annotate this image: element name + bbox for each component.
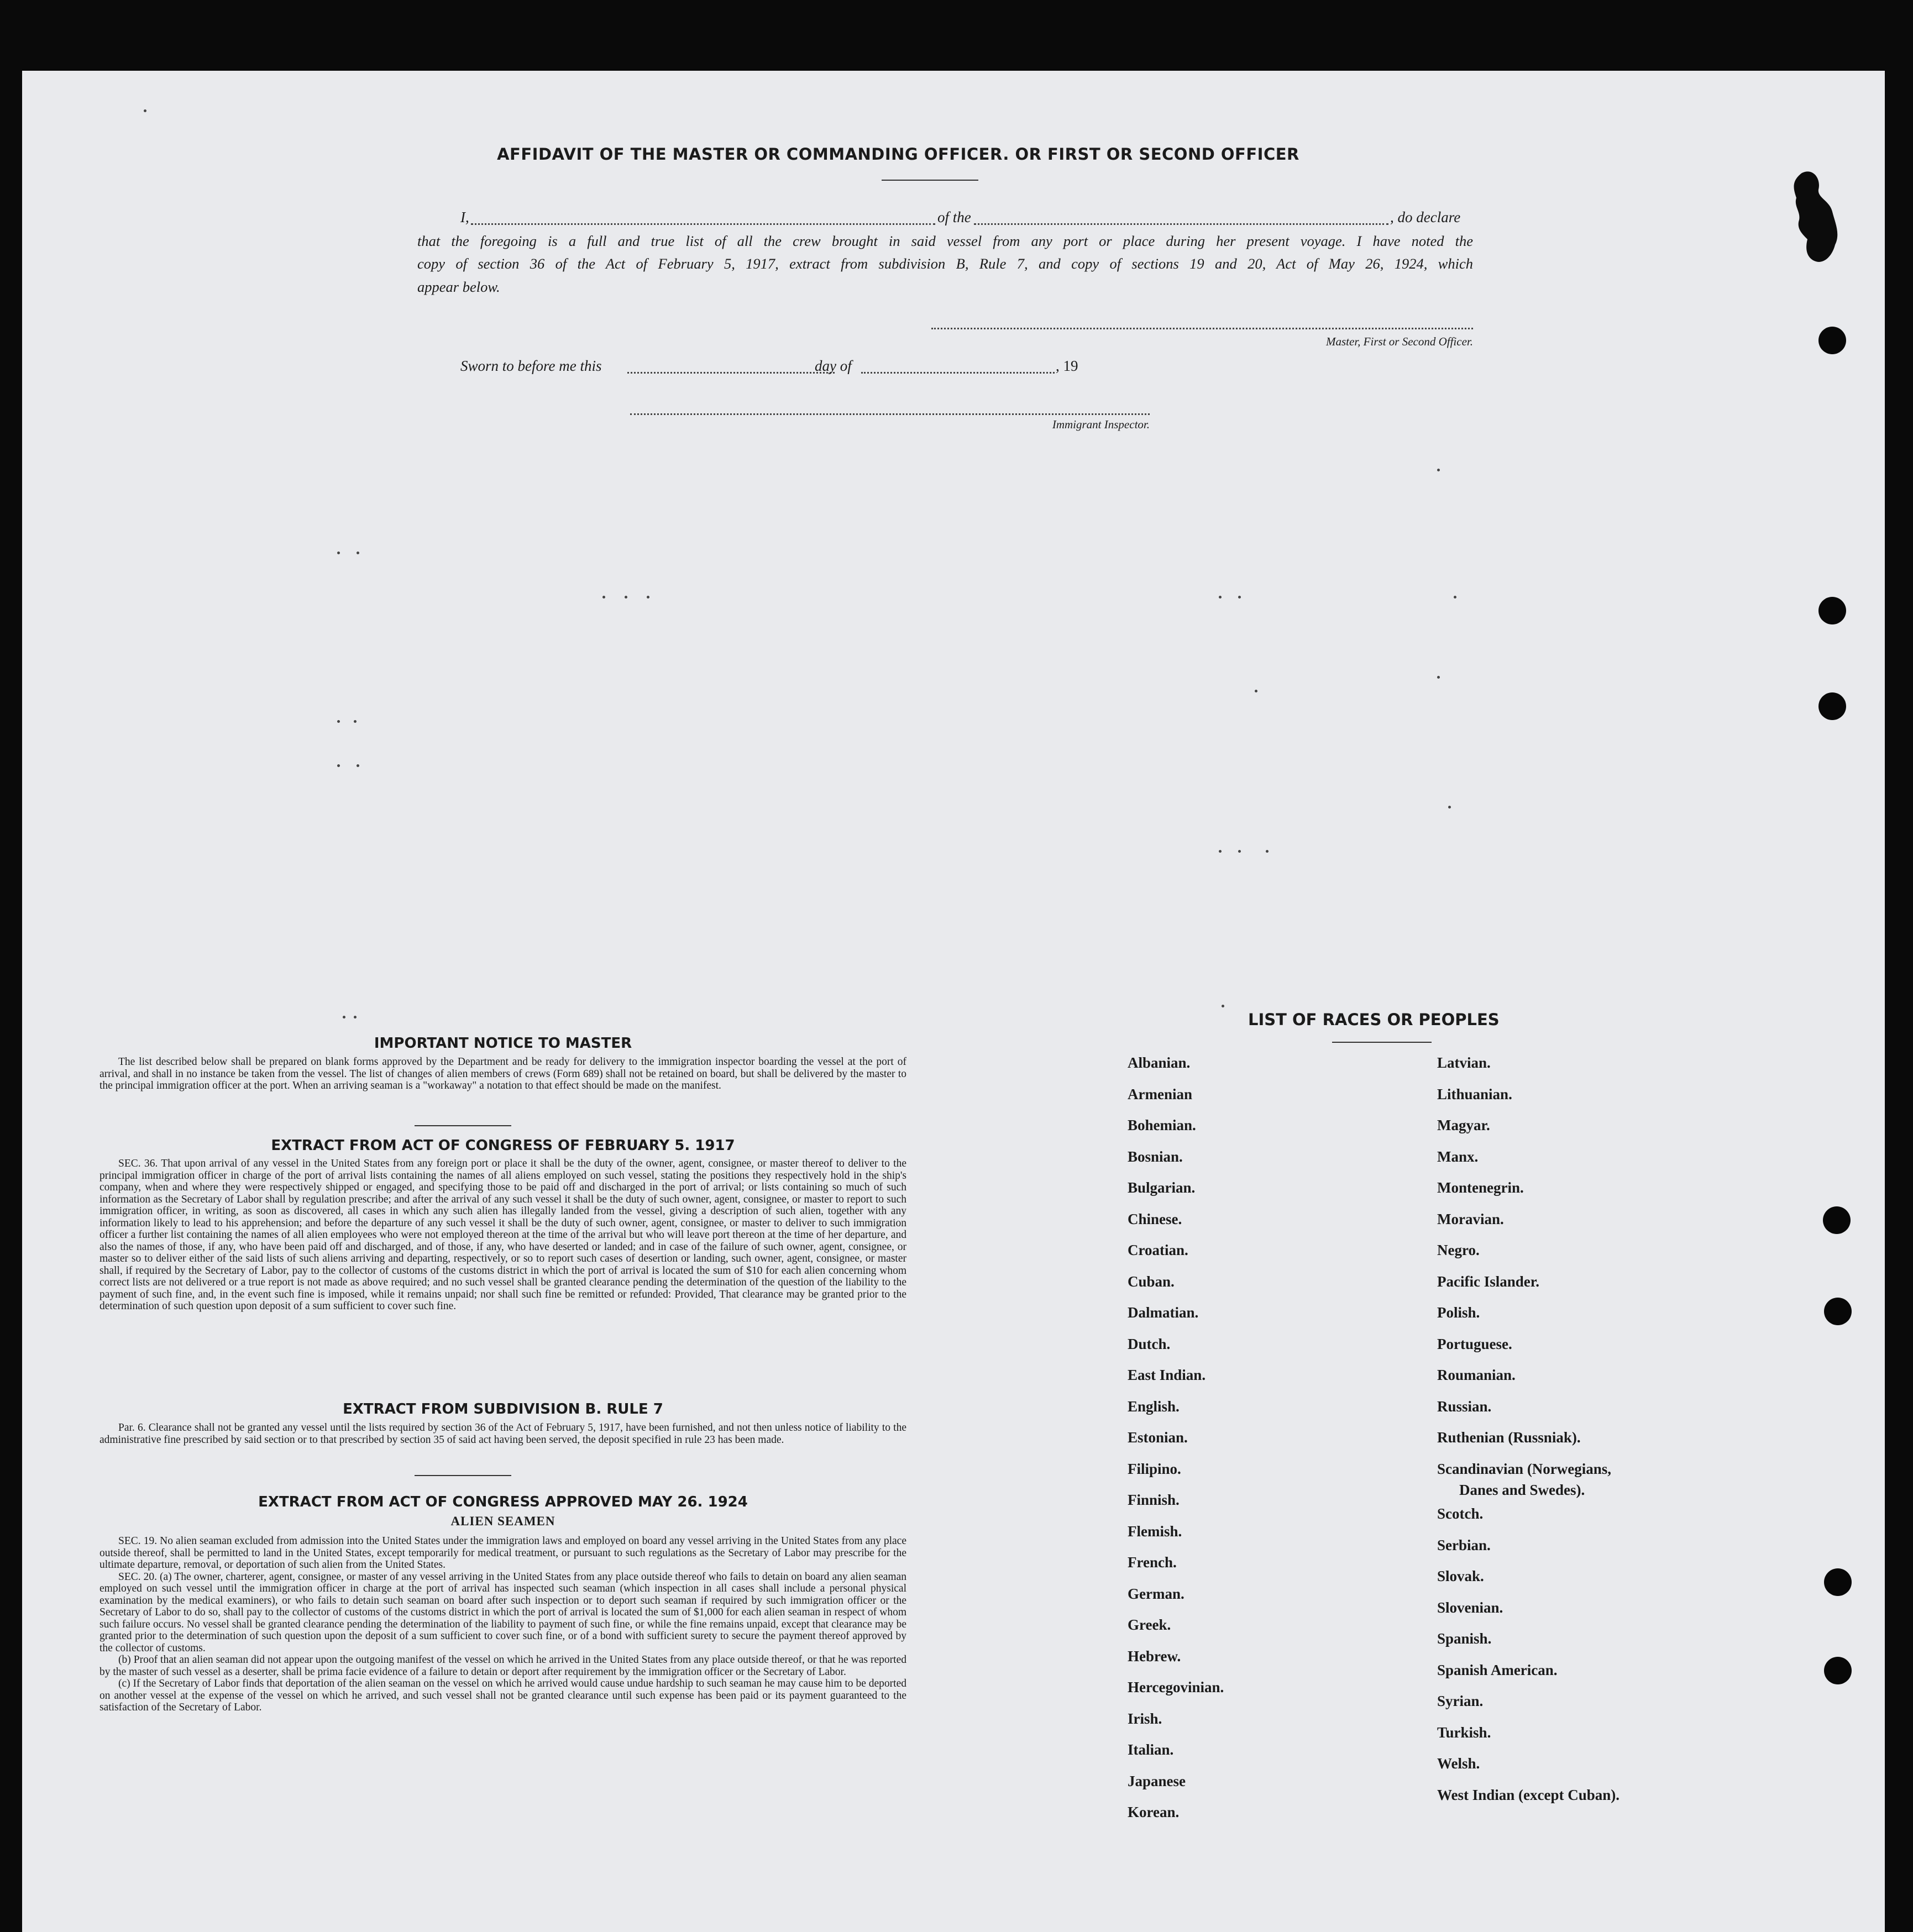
race-item: Slovak. bbox=[1437, 1568, 1484, 1584]
race-item: Flemish. bbox=[1128, 1523, 1182, 1540]
speck bbox=[1222, 1005, 1224, 1007]
sworn-month-blank[interactable] bbox=[861, 372, 1055, 374]
speck bbox=[1255, 690, 1257, 692]
race-item: Croatian. bbox=[1128, 1242, 1188, 1258]
speck bbox=[1238, 850, 1241, 853]
speck bbox=[1219, 596, 1222, 599]
races-title: LIST OF RACES OR PEOPLES bbox=[1248, 1010, 1500, 1029]
inspector-label: Immigrant Inspector. bbox=[1052, 418, 1150, 431]
speck bbox=[1448, 806, 1451, 809]
speck bbox=[354, 720, 357, 723]
speck bbox=[337, 764, 340, 767]
sworn-text: Sworn to before me this bbox=[460, 358, 602, 374]
ink-blot-mark bbox=[1780, 167, 1846, 272]
extract-1924-title: EXTRACT FROM ACT OF CONGRESS APPROVED MAY 26. 1924 bbox=[258, 1494, 748, 1510]
par-6-paragraph: Par. 6. Clearance shall not be granted any vessel until the lists required by section 36 of the Act of February 5, 1917, have been furnished, and not then unless notice of liability to the administrative fine prescribed by said section or to that prescribed by section 35 of said act having been served, the deposit specified in rule 23 has been made. bbox=[99, 1422, 906, 1446]
name-blank[interactable] bbox=[471, 223, 935, 225]
race-item: Japanese bbox=[1128, 1772, 1186, 1789]
race-item: Irish. bbox=[1128, 1710, 1162, 1727]
sworn-day-of: day of bbox=[815, 358, 852, 374]
race-item: Hercegovinian. bbox=[1128, 1679, 1224, 1695]
race-item: Manx. bbox=[1437, 1148, 1479, 1165]
affidavit-line2: that the foregoing is a full and true list of all the crew brought in said vessel from any port or place during her present voyage. I have noted the bbox=[417, 233, 1473, 249]
races-rule bbox=[1332, 1042, 1432, 1043]
race-item: Montenegrin. bbox=[1437, 1179, 1524, 1196]
race-item: English. bbox=[1128, 1398, 1180, 1415]
race-item: Moravian. bbox=[1437, 1210, 1504, 1227]
speck bbox=[1238, 596, 1241, 599]
race-item: Chinese. bbox=[1128, 1210, 1182, 1227]
race-item: Roumanian. bbox=[1437, 1367, 1516, 1383]
sworn-day-blank[interactable] bbox=[627, 372, 835, 374]
punch-hole bbox=[1818, 692, 1846, 720]
speck bbox=[337, 552, 340, 554]
speck bbox=[354, 1016, 357, 1019]
race-item: Albanian. bbox=[1128, 1054, 1191, 1071]
notice-paragraph: The list described below shall be prepared on blank forms approved by the Department and be ready for delivery to the immigration inspector boarding the vessel at the port of arrival, and shall in no instance be taken from the vessel. The list of changes of alien members of crews (Form 689) shall not be retained on board, but shall be delivered by the master to the principal immigration officer at the port. When an arriving seaman is a "workaway" a notation to that effect should be made on the manifest. bbox=[99, 1056, 906, 1091]
speck bbox=[357, 552, 359, 554]
race-item: Finnish. bbox=[1128, 1492, 1180, 1508]
race-item: Slovenian. bbox=[1437, 1599, 1503, 1616]
affidavit-line3: copy of section 36 of the Act of February 5, 1917, extract from subdivision B, Rule 7, and copy of sections 19 and 20, Act of May 26, 1924, which bbox=[417, 255, 1473, 272]
speck bbox=[647, 596, 649, 599]
speck bbox=[337, 720, 340, 723]
title-rule bbox=[882, 180, 978, 181]
race-item: Armenian bbox=[1128, 1085, 1192, 1102]
affidavit-title: AFFIDAVIT OF THE MASTER OR COMMANDING OFFICER. OR FIRST OR SECOND OFFICER bbox=[497, 145, 1299, 164]
race-item: Polish. bbox=[1437, 1304, 1480, 1321]
rule-7-rule bbox=[415, 1475, 511, 1476]
speck bbox=[343, 1016, 345, 1019]
race-item: German. bbox=[1128, 1585, 1185, 1602]
speck bbox=[1266, 850, 1269, 853]
race-item: Bosnian. bbox=[1128, 1148, 1183, 1165]
speck bbox=[602, 596, 605, 599]
vessel-blank[interactable] bbox=[974, 223, 1388, 225]
race-item: Syrian. bbox=[1437, 1693, 1484, 1709]
race-item: Serbian. bbox=[1437, 1536, 1491, 1553]
speck bbox=[357, 764, 359, 767]
extract-1917-title: EXTRACT FROM ACT OF CONGRESS OF FEBRUARY 5. 1917 bbox=[271, 1137, 735, 1154]
race-item: Hebrew. bbox=[1128, 1647, 1181, 1665]
sworn-year: , 19 bbox=[1056, 358, 1078, 374]
section-20a-paragraph: SEC. 20. (a) The owner, charterer, agent, consignee, or master of any vessel arriving in the United States from any place outside thereof who fails to detain on board any alien seaman employed on such vessel until the immigration officer in charge at the port of arrival has inspected such seaman (which inspection in all cases shall include a personal physical examination by the medical examiners), or who fails to detain such seaman on board after such inspection or to deport such seaman if required by such immigration officer or the Secretary of Labor to do so, shall pay to the collector of customs of the customs district in which the port of arrival is located the sum of $1,000 for each alien seaman in respect of whom such failure occurs. No vessel shall be granted clearance pending the determination of the liability to payment of such fine, or while the fine remains unpaid, except that clearance may be granted prior to the determination of such question upon the deposit of a sum sufficient to cover such fine, or of a bond with sufficient surety to secure the payment thereof approved by the collector of customs. bbox=[99, 1571, 906, 1654]
affidavit-declare: , do declare bbox=[1390, 209, 1461, 225]
race-item: Russian. bbox=[1437, 1398, 1492, 1415]
race-item: Bulgarian. bbox=[1128, 1179, 1196, 1196]
race-item: Spanish American. bbox=[1437, 1661, 1558, 1678]
race-item: Scotch. bbox=[1437, 1505, 1484, 1522]
race-item: Portuguese. bbox=[1437, 1335, 1512, 1352]
race-item: Latvian. bbox=[1437, 1054, 1491, 1071]
punch-hole bbox=[1824, 1298, 1852, 1325]
race-item: Estonian. bbox=[1128, 1429, 1188, 1446]
inspector-signature-line[interactable] bbox=[630, 413, 1150, 415]
punch-hole bbox=[1823, 1206, 1851, 1234]
race-scandinavian-cont: Danes and Swedes). bbox=[1459, 1482, 1585, 1498]
race-item: Welsh. bbox=[1437, 1755, 1480, 1772]
section-36-paragraph: SEC. 36. That upon arrival of any vessel in the United States from any foreign port or place it shall be the duty of the owner, agent, consignee, or master thereof to deliver to the principal immigration officer in charge of the port of arrival lists containing the names of all aliens employed on such vessel, stating the positions they respectively hold in the ship's company, when and where they were respectively shipped or engaged, and specifying those to be paid off and discharged in the port of arrival; or lists containing so much of such information as the Secretary of Labor shall by regulation prescribe; and after the arrival of any such vessel it shall be the duty of such owner, agent, consignee, or master to report to such immigration officer, in writing, as soon as discovered, all cases in which any such alien has illegally landed from the vessel, giving a description of such alien, together with any information likely to lead to his apprehension; and before the departure of any such vessel it shall be the duty of such owner, agent, consignee, or master to deliver to such immigration officer a further list containing the names of all alien employees who were not employed thereon at the time of the arrival but who will leave port thereon at the time of her departure, and also the names of those, if any, who have been paid off and discharged, and of those, if any, who have deserted or landed; and in case of the failure of such owner, agent, consignee, or master so to deliver either of the said lists of such aliens arriving and departing, respectively, or so to report such cases of desertion or landing, such owner, agent, consignee, or master shall, if required by the Secretary of Labor, pay to the collector of customs of the customs district in which the port of arrival is located the sum of $10 for each alien concerning whom correct lists are not delivered or a true report is not made as above required; and no such vessel shall be granted clearance pending the determination of the question of the liability to the payment of such fine, and, in the event such fine is imposed, while it remains unpaid; nor shall such fine be remitted or refunded: Provided, That clearance may be granted prior to the determination of such question upon deposit of a sum sufficient to cover such fine. bbox=[99, 1158, 906, 1312]
rule-7-title: EXTRACT FROM SUBDIVISION B. RULE 7 bbox=[343, 1401, 663, 1418]
extract-1917-text bbox=[99, 1158, 906, 1313]
speck bbox=[1437, 676, 1440, 679]
speck bbox=[1454, 596, 1456, 599]
notice-rule bbox=[415, 1125, 511, 1126]
form-page bbox=[22, 71, 1885, 1932]
race-item: French. bbox=[1128, 1554, 1177, 1571]
race-item: Pacific Islander. bbox=[1437, 1273, 1539, 1290]
race-item: Turkish. bbox=[1437, 1724, 1491, 1741]
punch-hole bbox=[1824, 1657, 1852, 1684]
race-item: Dutch. bbox=[1128, 1335, 1171, 1352]
punch-hole bbox=[1818, 597, 1846, 624]
notice-title: IMPORTANT NOTICE TO MASTER bbox=[374, 1035, 632, 1052]
race-item: Lithuanian. bbox=[1437, 1085, 1512, 1102]
speck bbox=[1219, 850, 1222, 853]
race-item: Filipino. bbox=[1128, 1460, 1181, 1477]
race-item: Scandinavian (Norwegians, bbox=[1437, 1460, 1612, 1477]
extract-1924-text bbox=[99, 1535, 906, 1714]
punch-hole bbox=[1824, 1568, 1852, 1596]
speck bbox=[625, 596, 627, 599]
alien-seamen-subtitle: ALIEN SEAMEN bbox=[450, 1514, 555, 1528]
rule-7-text bbox=[99, 1422, 906, 1446]
race-item: Ruthenian (Russniak). bbox=[1437, 1429, 1581, 1446]
master-signature-label: Master, First or Second Officer. bbox=[1326, 335, 1473, 348]
race-item: West Indian (except Cuban). bbox=[1437, 1786, 1620, 1803]
punch-hole bbox=[1818, 327, 1846, 354]
race-item: Spanish. bbox=[1437, 1630, 1492, 1647]
race-item: Negro. bbox=[1437, 1242, 1480, 1258]
race-item: Korean. bbox=[1128, 1804, 1180, 1820]
affidavit-line4: appear below. bbox=[417, 279, 500, 295]
section-20c-paragraph: (c) If the Secretary of Labor finds that deportation of the alien seaman on the vessel on which he arrived would cause undue hardship to such seaman he may cause him to be deported on another vessel at the expense of the vessel on which he arrived, and such vessel shall not be granted clearance until such expense has been paid or its payment guaranteed to the satisfaction of the Secretary of Labor. bbox=[99, 1678, 906, 1713]
notice-text bbox=[99, 1056, 906, 1092]
speck bbox=[144, 109, 146, 112]
race-item: Bohemian. bbox=[1128, 1117, 1196, 1133]
race-item: Cuban. bbox=[1128, 1273, 1175, 1290]
race-item: Greek. bbox=[1128, 1616, 1171, 1633]
race-item: Dalmatian. bbox=[1128, 1304, 1199, 1321]
race-item: Italian. bbox=[1128, 1741, 1174, 1758]
section-20b-paragraph: (b) Proof that an alien seaman did not appear upon the outgoing manifest of the vessel on which he arrived in the United States from any place outside thereof, or that he was reported by the master of such vessel as a deserter, shall be prima facie evidence of a failure to detain or deport after requirement by the immigration officer or the Secretary of Labor. bbox=[99, 1654, 906, 1678]
affidavit-i: I, bbox=[460, 209, 469, 225]
race-item: Magyar. bbox=[1437, 1117, 1490, 1133]
master-signature-line[interactable] bbox=[931, 328, 1473, 329]
section-19-paragraph: SEC. 19. No alien seaman excluded from admission into the United States under the immigration laws and employed on board any vessel arriving in the United States from any place outside thereof, shall be permitted to land in the United States, except temporarily for medical treatment, or pursuant to such regulations as the Secretary of Labor may prescribe for the ultimate departure, removal, or deportation of such alien from the United States. bbox=[99, 1535, 906, 1571]
speck bbox=[1437, 469, 1440, 471]
affidavit-of-the: of the bbox=[937, 209, 971, 225]
race-item: East Indian. bbox=[1128, 1367, 1206, 1383]
